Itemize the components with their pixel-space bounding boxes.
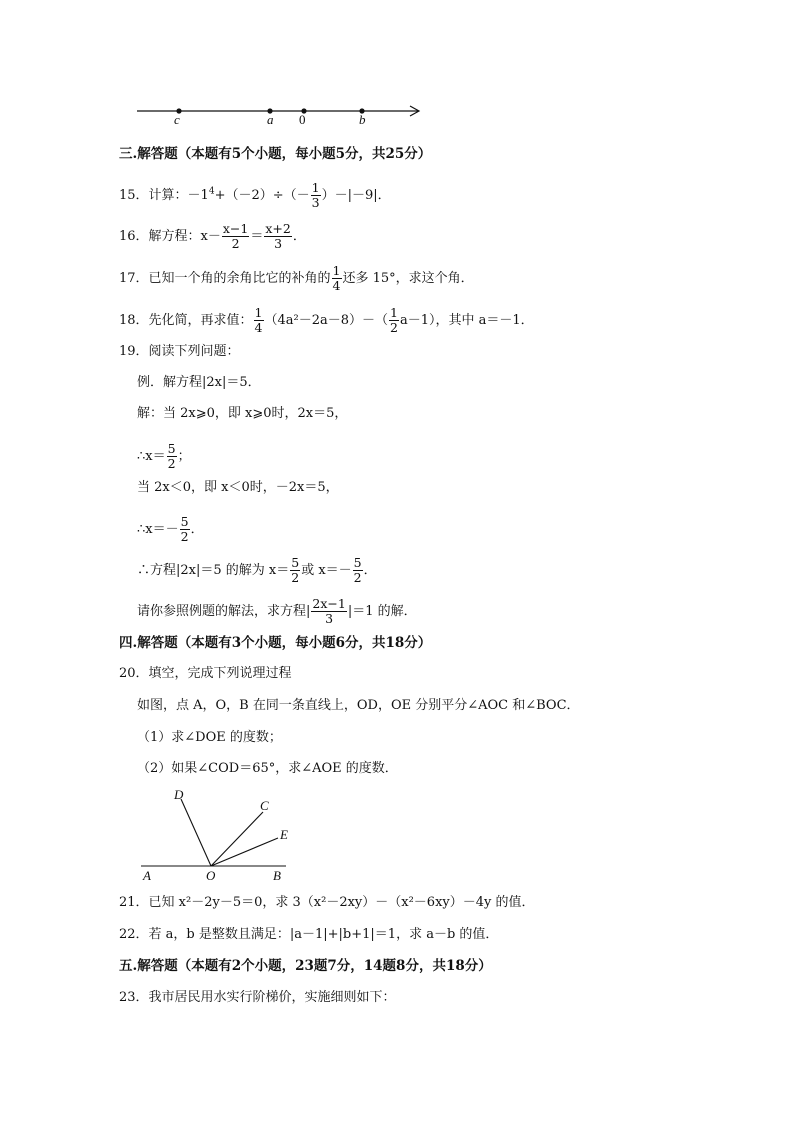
question-19-line-3: ∴x＝ $\frac{5}{2}$ ； (137, 441, 191, 471)
fraction: $\frac{x+2}{3}$ (265, 221, 291, 251)
label-D: D (174, 787, 184, 802)
question-18: 18．先化简，再求值： $\frac{1}{4}$ （4a²－2a－8）－（ $\frac{1}{2}$ a－1），其中 a＝－1． (119, 305, 534, 335)
fraction: $\frac{1}{2}$ (390, 305, 398, 335)
fraction: $\frac{1}{4}$ (332, 263, 341, 293)
question-19-line-2: 解：当 2x⩾0，即 x⩾0时，2x＝5， (137, 406, 348, 421)
question-21: 21．已知 x²－2y－5＝0，求 3（x²－2xy）－（x²－6xy）－4y 的值． (119, 895, 535, 910)
question-17: 17．已知一个角的余角比它的补角的 $\frac{1}{4}$ 还多 15°，求这个角． (119, 263, 474, 293)
fraction: $\frac{1}{4}$ (254, 305, 263, 335)
question-19-line-6: ∴方程|2x|＝5 的解为 x＝ $\frac{5}{2}$ 或 x＝－ $\frac{5}{2}$ ． (137, 555, 377, 585)
fraction: $\frac{5}{2}$ (167, 441, 176, 471)
fraction: $\frac{x-1}{2}$ (222, 221, 249, 251)
fraction: $\frac{5}{2}$ (291, 555, 300, 585)
label-C: C (260, 798, 269, 813)
question-20-line-2: （1）求∠DOE 的度数； (137, 730, 282, 745)
question-16: 16．解方程：x－ $\frac{x-1}{2}$ ＝ $\frac{x+2}{3}$ ． (119, 221, 306, 251)
label-O: O (206, 868, 216, 883)
question-19-example: 例．解方程|2x|＝5． (137, 375, 261, 390)
fraction: $\frac{5}{2}$ (180, 514, 189, 544)
section-3-title: 三.解答题（本题有5个小题，每小题5分，共25分） (119, 146, 432, 162)
section-4-title: 四.解答题（本题有3个小题，每小题6分，共18分） (119, 635, 432, 651)
label-zero: 0 (299, 112, 306, 127)
fraction: $\frac{5}{2}$ (353, 555, 362, 585)
fraction: $\frac{2x-1}{3}$ (312, 596, 346, 626)
question-19-title: 19．阅读下列问题： (119, 344, 240, 359)
fraction: $\frac{1}{3}$ (311, 180, 320, 210)
label-a: a (267, 112, 274, 127)
label-b: b (359, 112, 366, 127)
question-20-line-3: （2）如果∠COD＝65°，求∠AOE 的度数． (137, 761, 398, 776)
question-20-line-1: 如图，点 A，O，B 在同一条直线上，OD，OE 分别平分∠AOC 和∠BOC． (137, 698, 580, 713)
question-15: 15．计算：$-1^4+(-2)\div(-$ $\frac{1}{3}$ ）－|－9|． (119, 180, 391, 210)
question-22: 22．若 a，b 是整数且满足：|a－1|+|b+1|＝1，求 a－b 的值． (119, 927, 499, 942)
question-19-line-4: 当 2x＜0，即 x＜0时，－2x＝5， (137, 480, 339, 495)
section-5-title: 五.解答题（本题有2个小题，23题7分，14题8分，共18分） (119, 958, 492, 974)
question-23: 23．我市居民用水实行阶梯价，实施细则如下： (119, 990, 396, 1005)
label-A: A (143, 868, 151, 883)
label-E: E (280, 827, 288, 842)
question-19-line-7: 请你参照例题的解法，求方程| $\frac{2x-1}{3}$ |＝1 的解． (137, 596, 417, 626)
question-20-title: 20．填空，完成下列说理过程 (119, 666, 292, 681)
label-B: B (273, 868, 281, 883)
label-c: c (174, 112, 180, 127)
question-19-line-5: ∴x＝－ $\frac{5}{2}$ ． (137, 514, 204, 544)
